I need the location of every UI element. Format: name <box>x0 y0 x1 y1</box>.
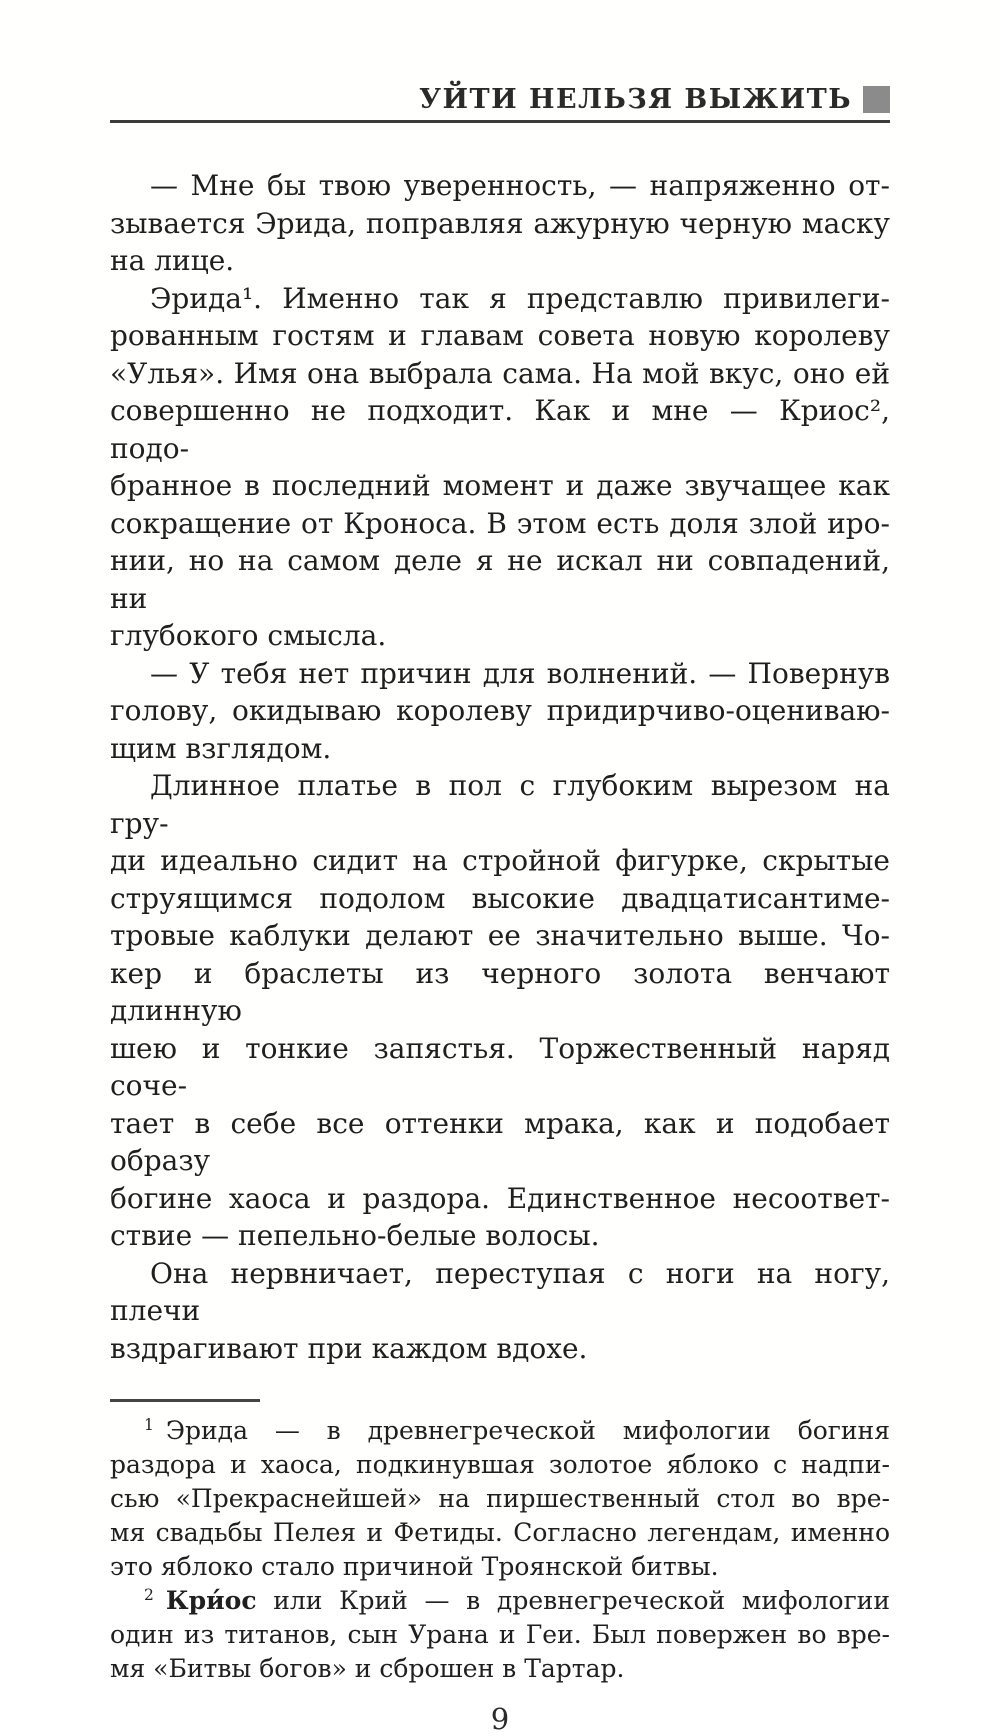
text-line: шею и тонкие запястья. Торжественный наряд соче- <box>110 1031 890 1102</box>
text-line: тает в себе все оттенки мрака, как и подобает образу <box>110 1106 890 1177</box>
footnote-marker: 1 <box>144 1415 154 1434</box>
footnote-line: $^1$ Эрида — в древнегреческой мифологии богиня <box>144 1415 890 1445</box>
text-line: ствие — пепельно-белые волосы. <box>110 1219 600 1252</box>
text-line: нии, но на самом деле я не искал ни совпадений, ни <box>110 544 890 615</box>
paragraph <box>110 1255 890 1368</box>
text-line: кер и браслеты из черного золота венчают длинную <box>110 956 890 1027</box>
text-line: голову, окидываю королеву придирчиво-оцениваю- <box>110 694 890 727</box>
footnote-line: сью «Прекраснейшей» на пиршественный стол во вре- <box>110 1484 890 1513</box>
page-number: 9 <box>490 1702 510 1736</box>
text-line: вздрагивают при каждом вдохе. <box>110 1331 588 1365</box>
header-rule <box>110 120 890 123</box>
header-square-icon <box>863 86 890 113</box>
running-header-title: УЙТИ НЕЛЬЗЯ ВЫЖИТЬ <box>419 84 852 115</box>
text-line: струящимся подолом высокие двадцатисантиме- <box>110 881 890 915</box>
text-line: Эрида¹. Именно так я представлю привилеги- <box>150 281 890 315</box>
footnote-marker: 2 <box>144 1585 154 1604</box>
text-line: на лице. <box>110 244 235 277</box>
text-line: богине хаоса и раздора. Единственное несоответ- <box>110 1181 890 1215</box>
text-line: — У тебя нет причин для волнений. — Повернув <box>150 656 890 690</box>
paragraph <box>110 167 890 280</box>
footnotes <box>110 1414 890 1686</box>
text-line: ди идеально сидит на стройной фигурке, скрытые <box>110 844 890 877</box>
text-line: «Улья». Имя она выбрала сама. На мой вкус, оно ей <box>110 356 890 390</box>
footnote-line: один из титанов, сын Урана и Геи. Был повержен во вре- <box>110 1620 890 1649</box>
footnote-line: раздора и хаоса, подкинувшая золотое яблоко с надпи- <box>110 1450 890 1479</box>
text-line: Длинное платье в пол с глубоким вырезом на гру- <box>110 769 890 840</box>
body-text <box>110 167 890 1367</box>
text-line: Она нервничает, переступая с ноги на ногу, плечи <box>110 1256 890 1327</box>
text-line: сокращение от Кроноса. В этом есть доля злой иро- <box>110 506 890 540</box>
footnote <box>110 1414 890 1584</box>
footnote-line: мя «Битвы богов» и сброшен в Тартар. <box>110 1654 625 1683</box>
footnote-separator <box>110 1399 260 1402</box>
text-line: щим взглядом. <box>110 731 332 765</box>
text-line: совершенно не подходит. Как и мне — Криос², подо- <box>110 394 890 465</box>
paragraph <box>110 280 890 655</box>
text-line: рованным гостям и главам совета новую королеву <box>110 319 890 352</box>
page-content <box>110 0 890 1736</box>
text-line: бранное в последний момент и даже звучащее как <box>110 469 890 502</box>
footnote-line: это яблоко стало причиной Троянской битвы. <box>110 1552 719 1581</box>
text-line: — Мне бы твою уверенность, — напряженно от- <box>150 169 890 202</box>
paragraph <box>110 767 890 1255</box>
footnote <box>110 1584 890 1686</box>
footnote-line: $^2$ Кри́ос или Крий — в древнегреческой мифологии <box>144 1585 890 1615</box>
text-line: глубокого смысла. <box>110 619 387 652</box>
text-line: тровые каблуки делают ее значительно выше. Чо- <box>110 919 890 952</box>
running-header <box>110 0 890 115</box>
text-line: зывается Эрида, поправляя ажурную черную маску <box>110 206 890 240</box>
paragraph <box>110 655 890 768</box>
footnote-term: Кри́ос <box>165 1586 257 1615</box>
footnote-line: мя свадьбы Пелея и Фетиды. Согласно легендам, именно <box>110 1518 890 1547</box>
